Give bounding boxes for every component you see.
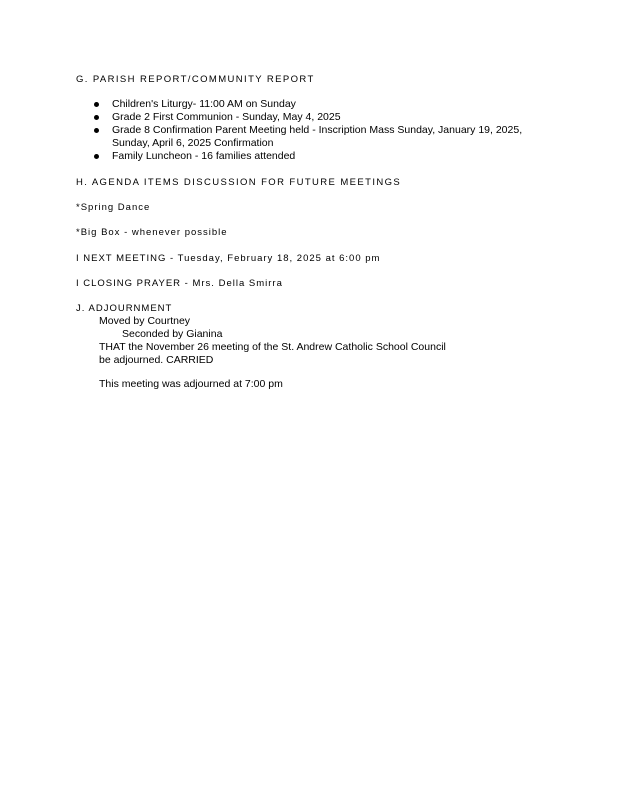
list-item-text: Family Luncheon - 16 families attended <box>112 150 296 162</box>
list-item <box>94 150 534 163</box>
list-item <box>94 124 534 150</box>
motion-text-line-1: THAT the November 26 meeting of the St. Andrew Catholic School Council <box>99 341 446 353</box>
list-item <box>94 98 534 111</box>
list-item-text: Grade 2 First Communion - Sunday, May 4, 2025 <box>112 111 341 123</box>
bullet-icon <box>94 154 99 159</box>
section-g-heading: G. PARISH REPORT/COMMUNITY REPORT <box>76 74 315 85</box>
closing-prayer-heading: I CLOSING PRAYER - Mrs. Della Smirra <box>76 278 283 289</box>
bullet-icon <box>94 102 99 107</box>
agenda-note-spring-dance: *Spring Dance <box>76 202 151 213</box>
next-meeting-heading: I NEXT MEETING - Tuesday, February 18, 2025 at 6:00 pm <box>76 253 381 264</box>
seconded-by-text: Seconded by Gianina <box>122 328 223 340</box>
moved-by-text: Moved by Courtney <box>99 315 191 327</box>
section-j-heading: J. ADJOURNMENT <box>76 303 173 314</box>
list-item <box>94 111 534 124</box>
bullet-icon <box>94 115 99 120</box>
section-h-heading: H. AGENDA ITEMS DISCUSSION FOR FUTURE MEETINGS <box>76 177 402 188</box>
agenda-note-big-box: *Big Box - whenever possible <box>76 227 228 238</box>
bullet-icon <box>94 128 99 133</box>
list-item-text: Children's Liturgy- 11:00 AM on Sunday <box>112 98 296 110</box>
list-item-text: Grade 8 Confirmation Parent Meeting held - Inscription Mass Sunday, January 19, 2025, Sunday, April 6, 2025 Confirmation <box>112 124 523 149</box>
parish-report-list <box>94 98 534 163</box>
adjourned-time-text: This meeting was adjourned at 7:00 pm <box>99 378 283 390</box>
motion-text-line-2: be adjourned. CARRIED <box>99 354 214 366</box>
